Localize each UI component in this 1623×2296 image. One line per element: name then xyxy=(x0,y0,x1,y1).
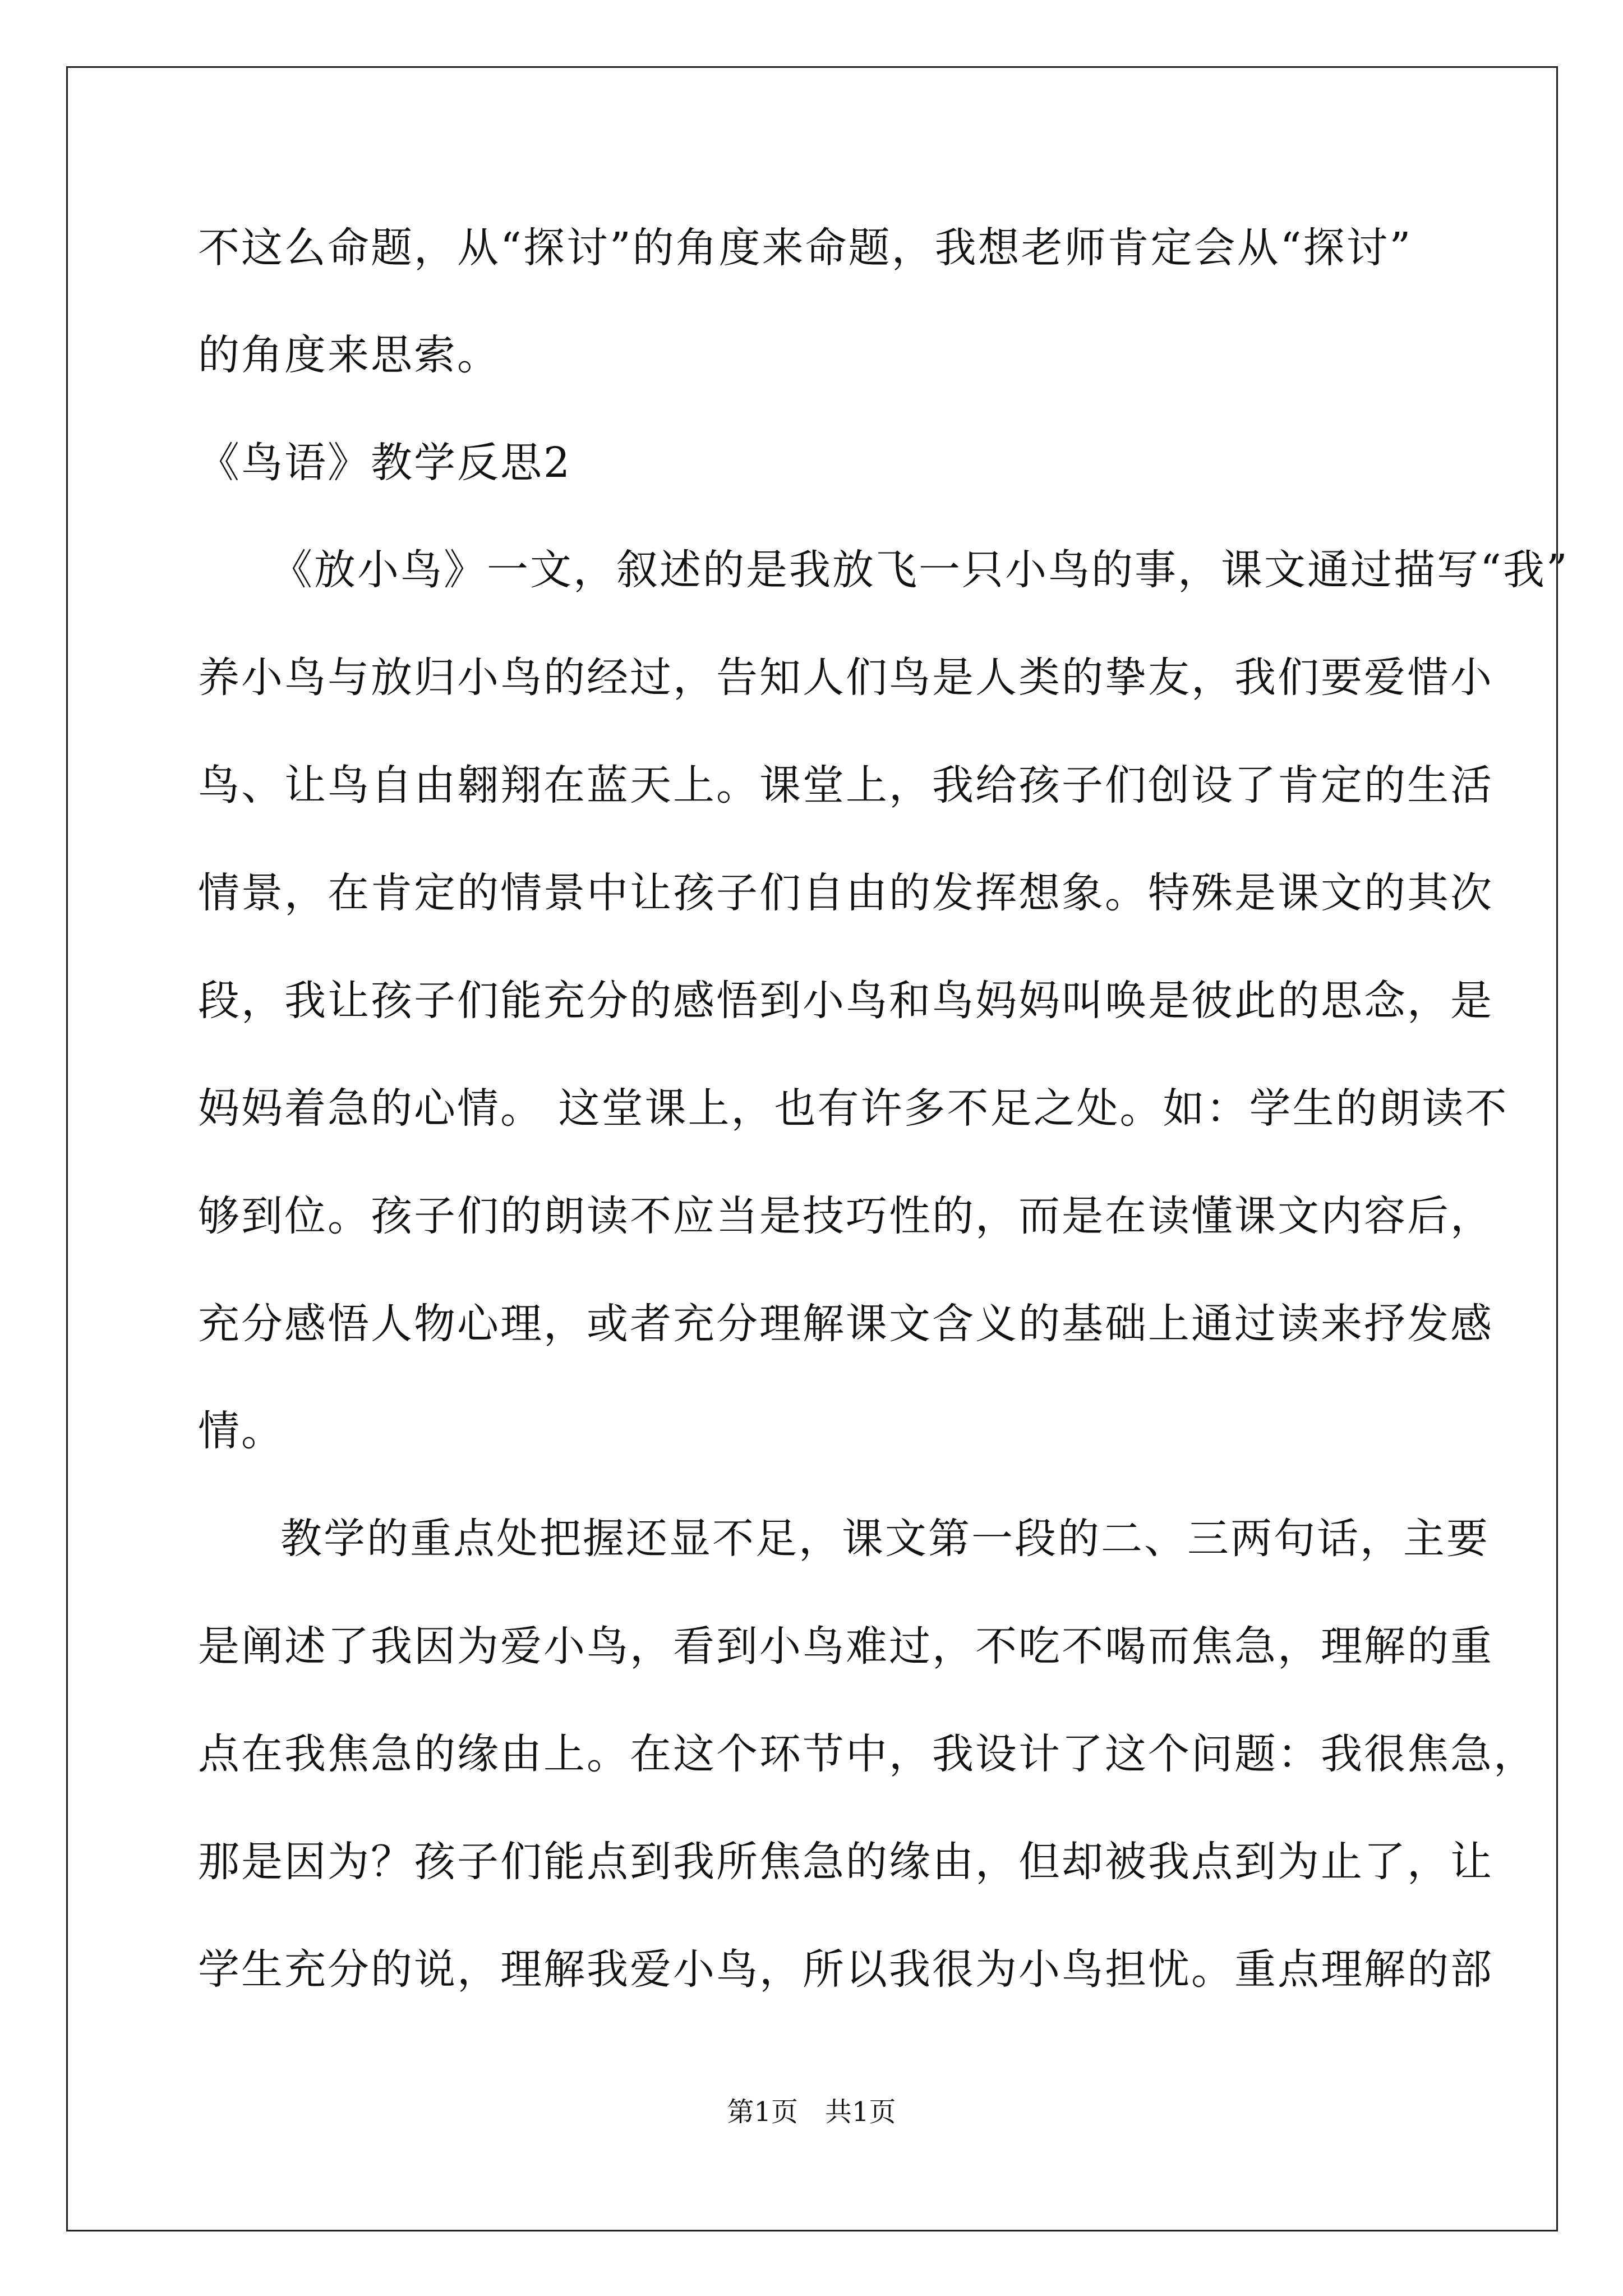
text-line: 情。 xyxy=(198,1407,284,1455)
text-line: 是阐述了我因为爱小鸟，看到小鸟难过，不吃不喝而焦急，理解的重 xyxy=(198,1622,1493,1671)
text-line: 养小鸟与放归小鸟的经过，告知人们鸟是人类的挚友，我们要爱惜小 xyxy=(198,654,1493,702)
text-line: 教学的重点处把握还显不足，课文第一段的二、三两句话，主要 xyxy=(280,1515,1490,1563)
page-border xyxy=(66,66,1558,2231)
text-line: 充分感悟人物心理，或者充分理解课文含义的基础上通过读来抒发感 xyxy=(198,1300,1493,1348)
text-line: 那是因为？孩子们能点到我所焦急的缘由，但却被我点到为止了，让 xyxy=(198,1838,1493,1886)
text-line: 不这么命题，从“探讨”的角度来命题，我想老师肯定会从“探讨” xyxy=(198,224,1413,272)
section-heading: 《鸟语》教学反思2 xyxy=(198,439,572,487)
text-line: 鸟、让鸟自由翱翔在蓝天上。课堂上，我给孩子们创设了肯定的生活 xyxy=(198,761,1493,809)
text-line: 学生充分的说，理解我爱小鸟，所以我很为小鸟担忧。重点理解的部 xyxy=(198,1945,1493,1994)
text-line: 够到位。孩子们的朗读不应当是技巧性的，而是在读懂课文内容后， xyxy=(198,1192,1493,1240)
text-line: 《放小鸟》一文，叙述的是我放飞一只小鸟的事，课文通过描写“我” xyxy=(271,546,1569,594)
text-line: 妈妈着急的心情。 这堂课上，也有许多不足之处。如：学生的朗读不 xyxy=(198,1084,1509,1133)
text-line: 点在我焦急的缘由上。在这个环节中，我设计了这个问题：我很焦急， xyxy=(198,1730,1537,1778)
text-line: 情景，在肯定的情景中让孩子们自由的发挥想象。特殊是课文的其次 xyxy=(198,869,1493,917)
page-footer xyxy=(0,2095,1623,2129)
text-line: 的角度来思索。 xyxy=(198,331,500,379)
text-line: 段，我让孩子们能充分的感悟到小鸟和鸟妈妈叫唤是彼此的思念，是 xyxy=(198,977,1493,1025)
page-number: 第1页 xyxy=(727,2096,798,2128)
page-total: 共1页 xyxy=(825,2096,896,2128)
